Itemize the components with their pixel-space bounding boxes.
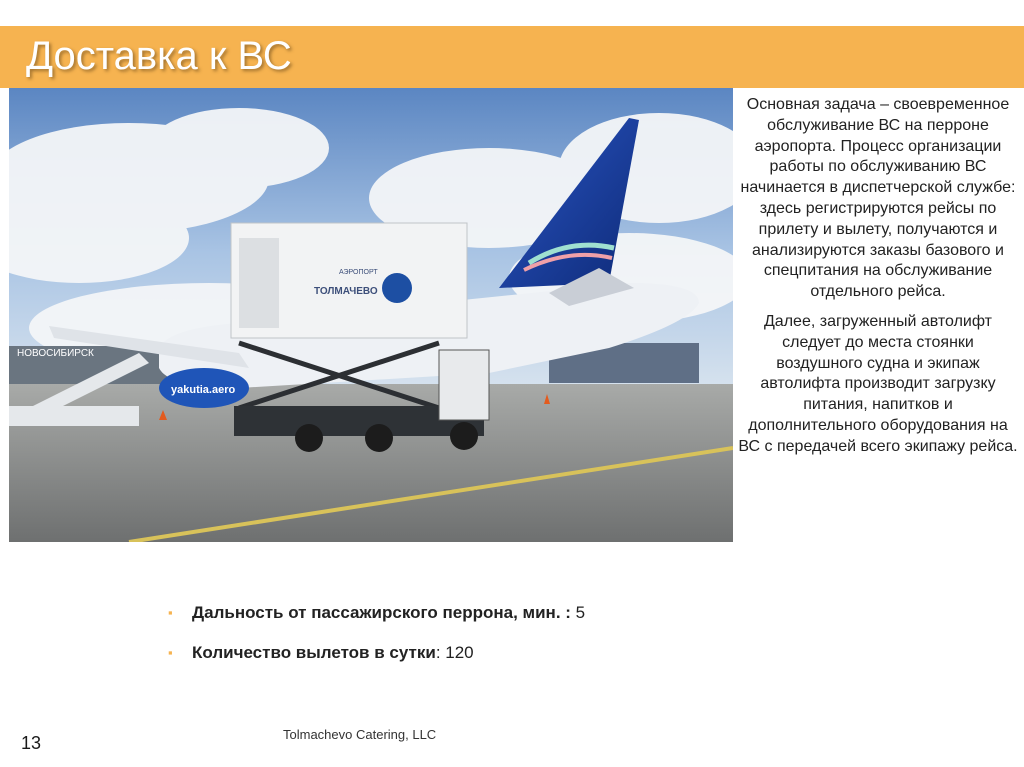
description-paragraph-1: Основная задача – своевременное обслуживание ВС на перроне аэропорта. Процесс организации работы по обслуживанию ВС начинается в диспетчерской службе: здесь регистрируются рейсы по прилету и вылету, получаются и анализируются заказы базового и спецпитания на обслуживание отдельного рейса. <box>740 96 1016 301</box>
terminal-sign: НОВОСИБИРСК <box>17 348 94 359</box>
truck-brand: ТОЛМАЧЕВО <box>314 286 378 297</box>
aircraft-domain: yakutia.aero <box>171 384 236 396</box>
bullet-departures <box>168 642 585 664</box>
bullet-distance-value: 5 <box>575 603 586 622</box>
slide-title: Доставка к ВС <box>26 34 292 78</box>
bullet-marker: ▪ <box>168 605 173 620</box>
bullet-distance-label: Дальность от пассажирского перрона, мин. : <box>192 603 571 622</box>
description-paragraph-2: Далее, загруженный автолифт следует до места стоянки воздушного судна и экипаж автолифта производит загрузку питания, напитков и дополнительного оборудования на ВС с передачей всего экипажу рейса. <box>738 312 1018 455</box>
bullet-distance <box>168 602 585 624</box>
bullet-departures-value: : 120 <box>435 643 474 662</box>
bullet-marker: ▪ <box>168 645 173 660</box>
page-number: 13 <box>21 733 42 753</box>
description-text <box>738 95 1018 467</box>
airport-photo <box>9 88 733 542</box>
truck-subtitle: АЭРОПОРТ <box>339 269 378 276</box>
truck-cab <box>439 350 489 420</box>
bullet-list <box>168 602 585 682</box>
footer-company: Tolmachevo Catering, LLC <box>283 727 437 742</box>
bullet-departures-label: Количество вылетов в сутки <box>192 643 436 662</box>
